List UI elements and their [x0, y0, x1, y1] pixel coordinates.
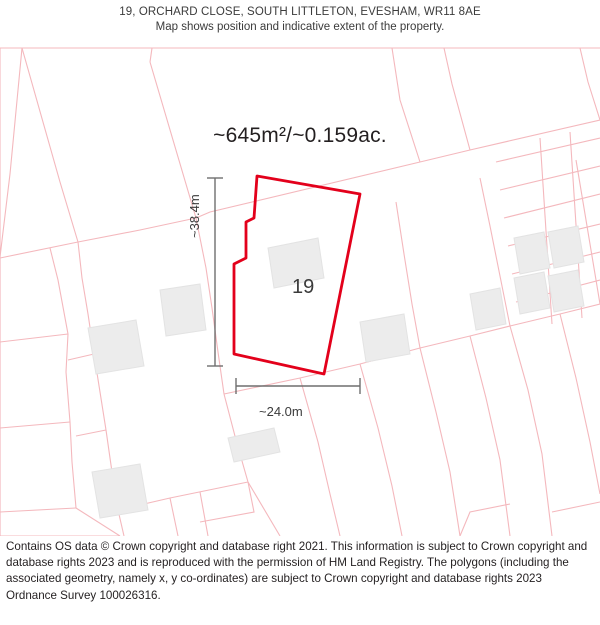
- building-footprint: [88, 320, 144, 374]
- map-header: [0, 0, 600, 42]
- dimension-vertical-label: [187, 220, 202, 238]
- copyright-text: Contains OS data © Crown copyright and database right 2021. This information is subject to Crown copyright and database rights 2023 and is reproduced with the permission of HM Land Registry. The polygons (including the associated geometry, namely x, y co-ordinates) are subject to Crown copyright and database rights 2023 Ordnance Survey 100026316.: [6, 540, 588, 602]
- building-footprint: [360, 314, 410, 362]
- map-footer: [0, 536, 600, 625]
- area-label: ~645m²/~0.159ac.: [213, 124, 387, 147]
- plot-number-label: 19: [292, 276, 315, 298]
- building-footprint: [514, 232, 550, 274]
- map-canvas[interactable]: [0, 42, 600, 536]
- building-footprint: [548, 270, 584, 312]
- building-footprint: [92, 464, 148, 518]
- page-title: 19, ORCHARD CLOSE, SOUTH LITTLETON, EVESHAM, WR11 8AE: [119, 6, 481, 18]
- building-footprint: [470, 288, 506, 330]
- page-subtitle: Map shows position and indicative extent of the property.: [155, 21, 445, 33]
- building-footprint: [548, 226, 584, 268]
- dimension-horizontal-label: ~24.0m: [259, 404, 303, 419]
- building-footprint: [514, 272, 550, 314]
- building-footprint: [160, 284, 206, 336]
